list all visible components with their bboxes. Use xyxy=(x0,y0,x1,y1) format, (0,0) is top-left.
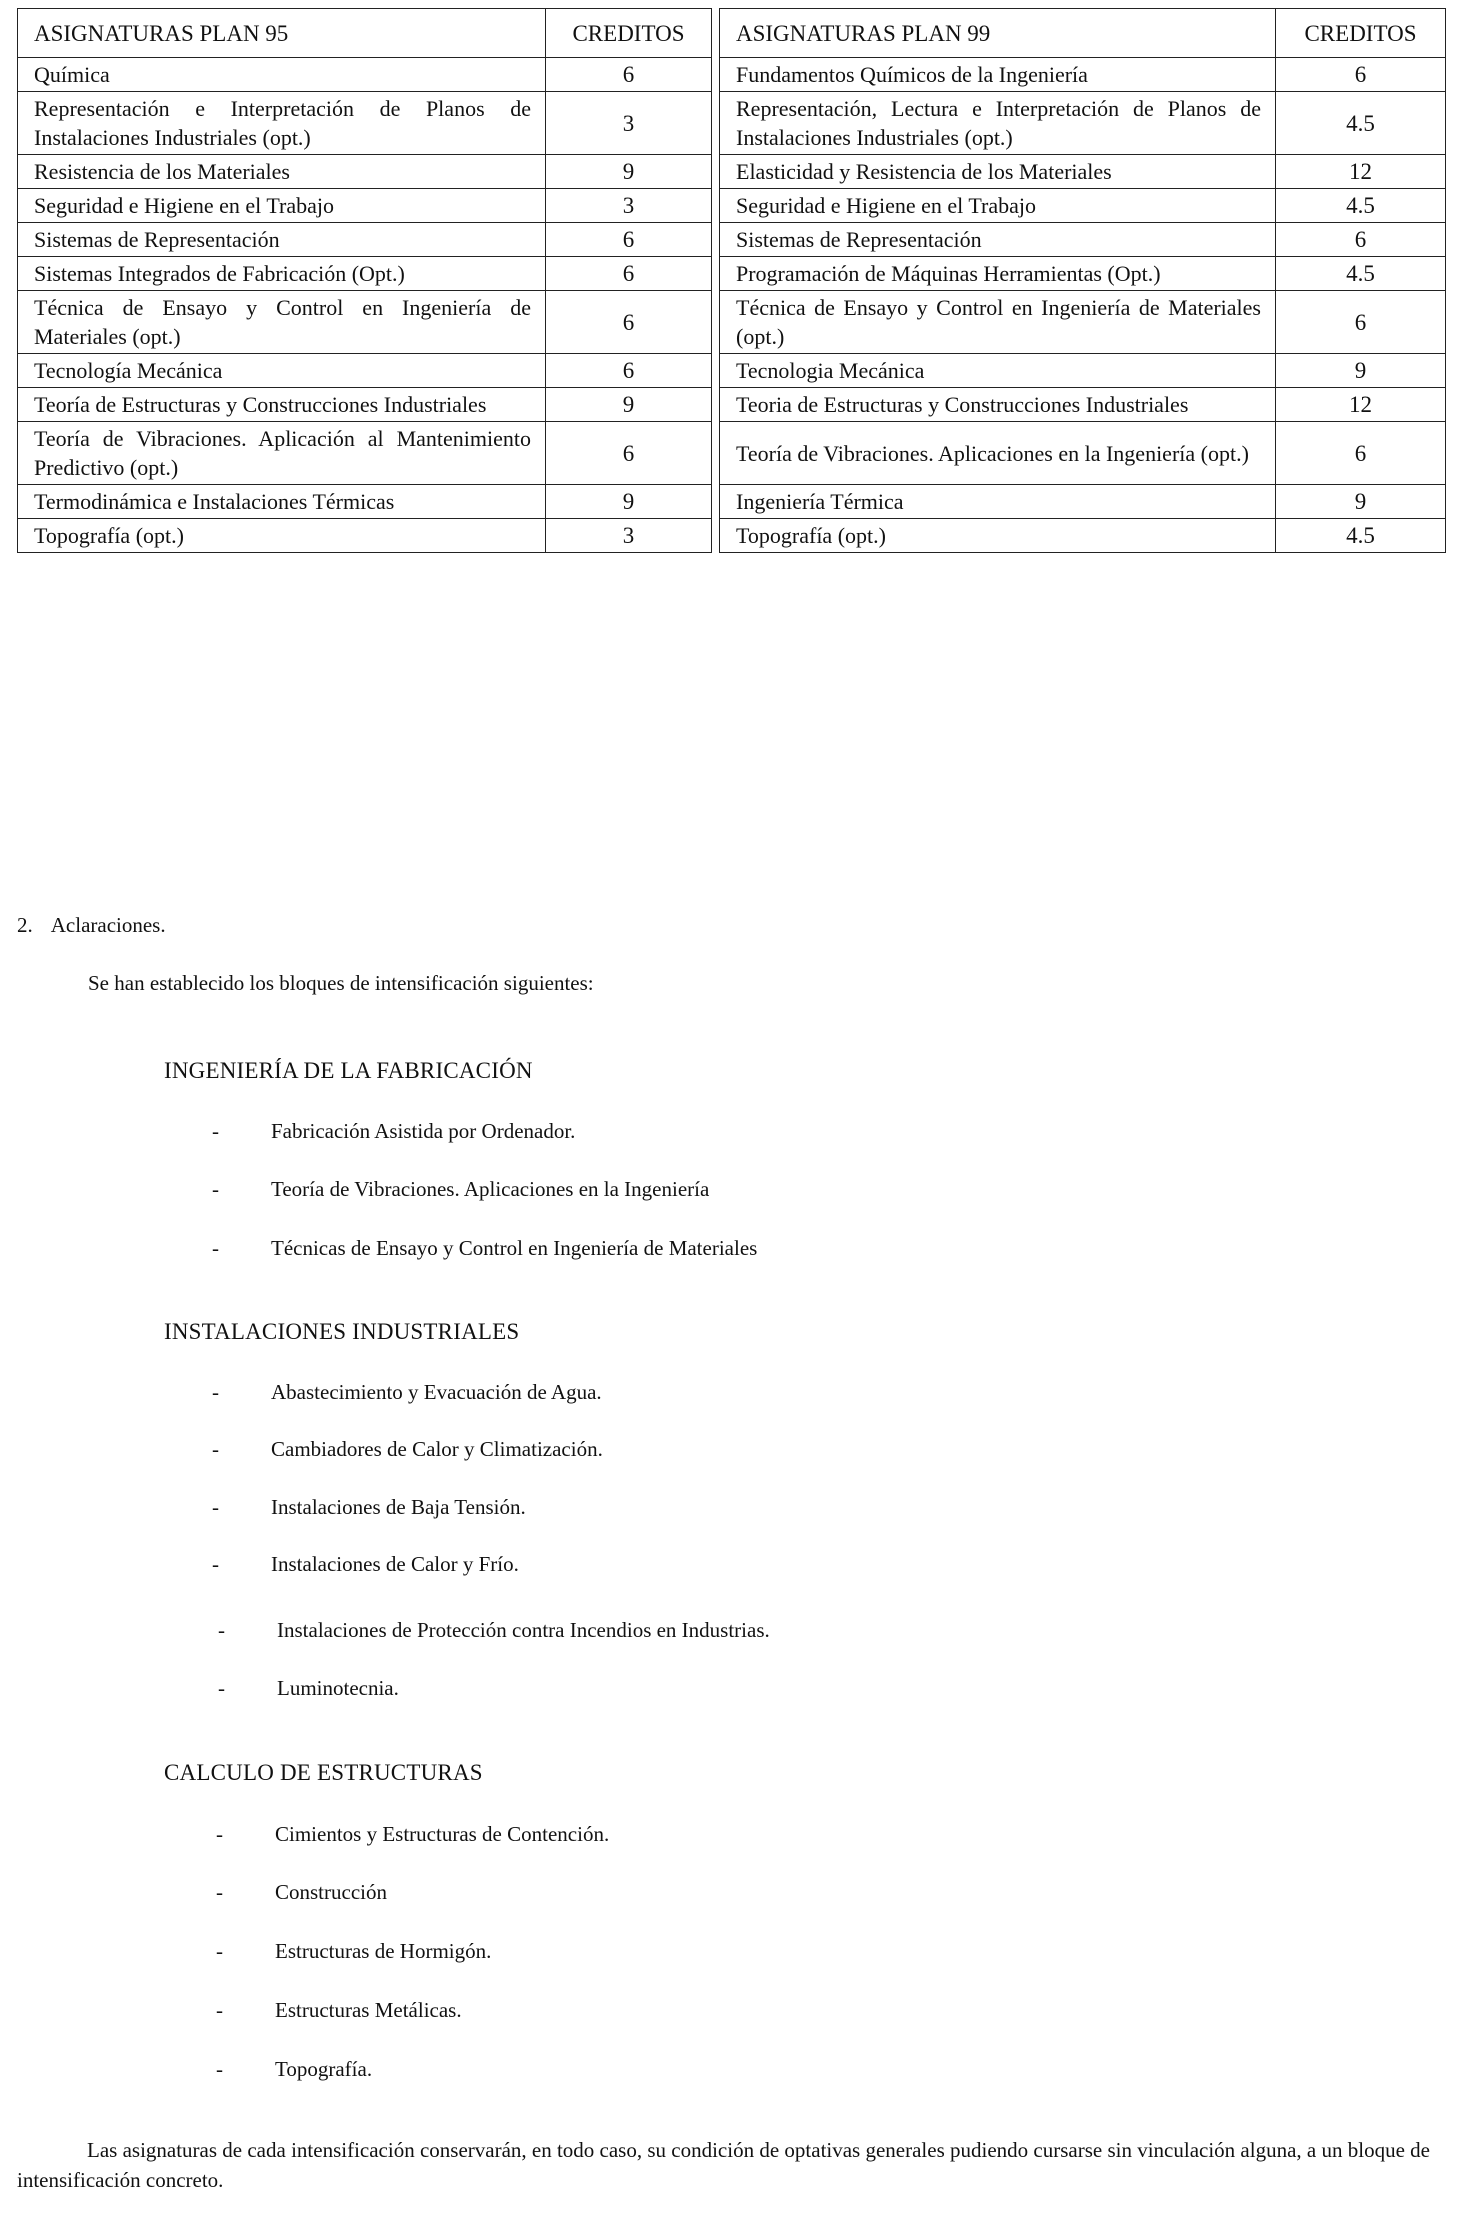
table-row xyxy=(18,519,1446,553)
section-title: Aclaraciones. xyxy=(50,913,166,937)
bullet-dash: - xyxy=(212,1495,219,1519)
list-item: Estructuras de Hormigón. xyxy=(275,1939,492,1963)
table-row xyxy=(18,291,1446,354)
bullet-dash: - xyxy=(216,1880,223,1904)
bullet-dash: - xyxy=(212,1119,219,1143)
plan95-credits: 9 xyxy=(546,485,712,519)
bullet-dash: - xyxy=(216,2057,223,2081)
plan95-subject: Seguridad e Higiene en el Trabajo xyxy=(18,189,546,223)
section-number: 2. xyxy=(17,913,33,937)
bullet-dash: - xyxy=(216,1998,223,2022)
column-gap xyxy=(712,291,720,354)
plan99-credits: 6 xyxy=(1276,291,1446,354)
table-row xyxy=(18,189,1446,223)
list-item: Técnicas de Ensayo y Control en Ingeniería de Materiales xyxy=(271,1236,758,1260)
column-gap xyxy=(712,189,720,223)
plan95-subject: Sistemas Integrados de Fabricación (Opt.) xyxy=(18,257,546,291)
plan99-subject: Teoria de Estructuras y Construcciones Industriales xyxy=(720,388,1276,422)
list-item: Abastecimiento y Evacuación de Agua. xyxy=(271,1380,602,1404)
table-row xyxy=(18,92,1446,155)
list-item: Estructuras Metálicas. xyxy=(275,1998,462,2022)
plan95-subject: Termodinámica e Instalaciones Térmicas xyxy=(18,485,546,519)
plan95-credits: 9 xyxy=(546,155,712,189)
plan99-credits: 9 xyxy=(1276,354,1446,388)
plan95-credits: 6 xyxy=(546,422,712,485)
list-item: Topografía. xyxy=(275,2057,373,2081)
column-gap xyxy=(712,155,720,189)
plan95-subject: Teoría de Vibraciones. Aplicación al Mantenimiento Predictivo (opt.) xyxy=(18,422,546,485)
table-header-row xyxy=(18,9,1446,58)
plan95-subject: Técnica de Ensayo y Control en Ingeniería de Materiales (opt.) xyxy=(18,291,546,354)
block-heading-instalaciones: INSTALACIONES INDUSTRIALES xyxy=(164,1319,520,1344)
section-heading xyxy=(17,913,166,938)
list-item: Luminotecnia. xyxy=(277,1676,399,1700)
plan95-subject: Tecnología Mecánica xyxy=(18,354,546,388)
bullet-dash: - xyxy=(216,1822,223,1846)
intro-paragraph: Se han establecido los bloques de intensificación siguientes: xyxy=(88,971,594,995)
plan95-credits: 3 xyxy=(546,189,712,223)
equivalence-table xyxy=(17,8,1446,553)
plan99-subject: Representación, Lectura e Interpretación de Planos de Instalaciones Industriales (opt.) xyxy=(720,92,1276,155)
bullet-dash: - xyxy=(212,1552,219,1576)
plan99-subject: Seguridad e Higiene en el Trabajo xyxy=(720,189,1276,223)
column-gap xyxy=(712,519,720,553)
plan99-credits: 12 xyxy=(1276,155,1446,189)
plan99-credits: 6 xyxy=(1276,58,1446,92)
list-item: Instalaciones de Calor y Frío. xyxy=(271,1552,519,1576)
plan99-subject: Ingeniería Térmica xyxy=(720,485,1276,519)
plan99-credits: 12 xyxy=(1276,388,1446,422)
column-gap xyxy=(712,223,720,257)
column-gap xyxy=(712,9,720,58)
bullet-dash: - xyxy=(218,1676,225,1700)
table-row xyxy=(18,223,1446,257)
table-row xyxy=(18,155,1446,189)
column-gap xyxy=(712,485,720,519)
plan99-credits: 4.5 xyxy=(1276,257,1446,291)
plan99-credits: 6 xyxy=(1276,223,1446,257)
list-item: Instalaciones de Baja Tensión. xyxy=(271,1495,526,1519)
table-row xyxy=(18,422,1446,485)
plan95-credits: 3 xyxy=(546,92,712,155)
plan95-credits: 6 xyxy=(546,257,712,291)
column-gap xyxy=(712,58,720,92)
plan95-subject: Topografía (opt.) xyxy=(18,519,546,553)
column-gap xyxy=(712,92,720,155)
plan95-subject: Representación e Interpretación de Planos de Instalaciones Industriales (opt.) xyxy=(18,92,546,155)
plan99-subject: Topografía (opt.) xyxy=(720,519,1276,553)
plan99-credits: 4.5 xyxy=(1276,92,1446,155)
list-item: Cambiadores de Calor y Climatización. xyxy=(271,1437,603,1461)
column-gap xyxy=(712,257,720,291)
plan99-credits: 4.5 xyxy=(1276,189,1446,223)
plan95-subject: Teoría de Estructuras y Construcciones Industriales xyxy=(18,388,546,422)
plan95-subject: Resistencia de los Materiales xyxy=(18,155,546,189)
header-creditos-99: CREDITOS xyxy=(1276,9,1446,58)
plan95-credits: 6 xyxy=(546,58,712,92)
block-heading-estructuras: CALCULO DE ESTRUCTURAS xyxy=(164,1760,483,1785)
plan95-subject: Sistemas de Representación xyxy=(18,223,546,257)
bullet-dash: - xyxy=(212,1437,219,1461)
bullet-dash: - xyxy=(216,1939,223,1963)
plan99-subject: Teoría de Vibraciones. Aplicaciones en la Ingeniería (opt.) xyxy=(720,422,1276,485)
bullet-dash: - xyxy=(212,1177,219,1201)
bullet-dash: - xyxy=(212,1236,219,1260)
column-gap xyxy=(712,388,720,422)
list-item: Fabricación Asistida por Ordenador. xyxy=(271,1119,576,1143)
plan99-credits: 6 xyxy=(1276,422,1446,485)
column-gap xyxy=(712,354,720,388)
plan95-credits: 6 xyxy=(546,291,712,354)
table-row xyxy=(18,485,1446,519)
list-item: Cimientos y Estructuras de Contención. xyxy=(275,1822,610,1846)
block-heading-fabricacion: INGENIERÍA DE LA FABRICACIÓN xyxy=(164,1058,533,1083)
plan99-subject: Elasticidad y Resistencia de los Materiales xyxy=(720,155,1276,189)
plan99-subject: Fundamentos Químicos de la Ingeniería xyxy=(720,58,1276,92)
column-gap xyxy=(712,422,720,485)
list-item: Teoría de Vibraciones. Aplicaciones en la Ingeniería xyxy=(271,1177,710,1201)
plan95-credits: 6 xyxy=(546,354,712,388)
header-creditos-95: CREDITOS xyxy=(546,9,712,58)
header-plan95: ASIGNATURAS PLAN 95 xyxy=(18,9,546,58)
plan95-credits: 3 xyxy=(546,519,712,553)
table-row xyxy=(18,58,1446,92)
closing-paragraph: Las asignaturas de cada intensificación conservarán, en todo caso, su condición de optativas generales pudiendo cursarse sin vinculación alguna, a un bloque de intensificación concreto. xyxy=(17,2138,1430,2192)
plan95-credits: 9 xyxy=(546,388,712,422)
plan99-subject: Tecnologia Mecánica xyxy=(720,354,1276,388)
header-plan99: ASIGNATURAS PLAN 99 xyxy=(720,9,1276,58)
table-row xyxy=(18,388,1446,422)
bullet-dash: - xyxy=(218,1618,225,1642)
bullet-dash: - xyxy=(212,1380,219,1404)
plan99-credits: 9 xyxy=(1276,485,1446,519)
table-body xyxy=(18,58,1446,553)
table-row xyxy=(18,257,1446,291)
plan99-subject: Sistemas de Representación xyxy=(720,223,1276,257)
table-row xyxy=(18,354,1446,388)
plan99-subject: Programación de Máquinas Herramientas (Opt.) xyxy=(720,257,1276,291)
plan99-credits: 4.5 xyxy=(1276,519,1446,553)
list-item: Construcción xyxy=(275,1880,387,1904)
plan95-subject: Química xyxy=(18,58,546,92)
plan95-credits: 6 xyxy=(546,223,712,257)
plan99-subject: Técnica de Ensayo y Control en Ingeniería de Materiales (opt.) xyxy=(720,291,1276,354)
list-item: Instalaciones de Protección contra Incendios en Industrias. xyxy=(277,1618,770,1642)
